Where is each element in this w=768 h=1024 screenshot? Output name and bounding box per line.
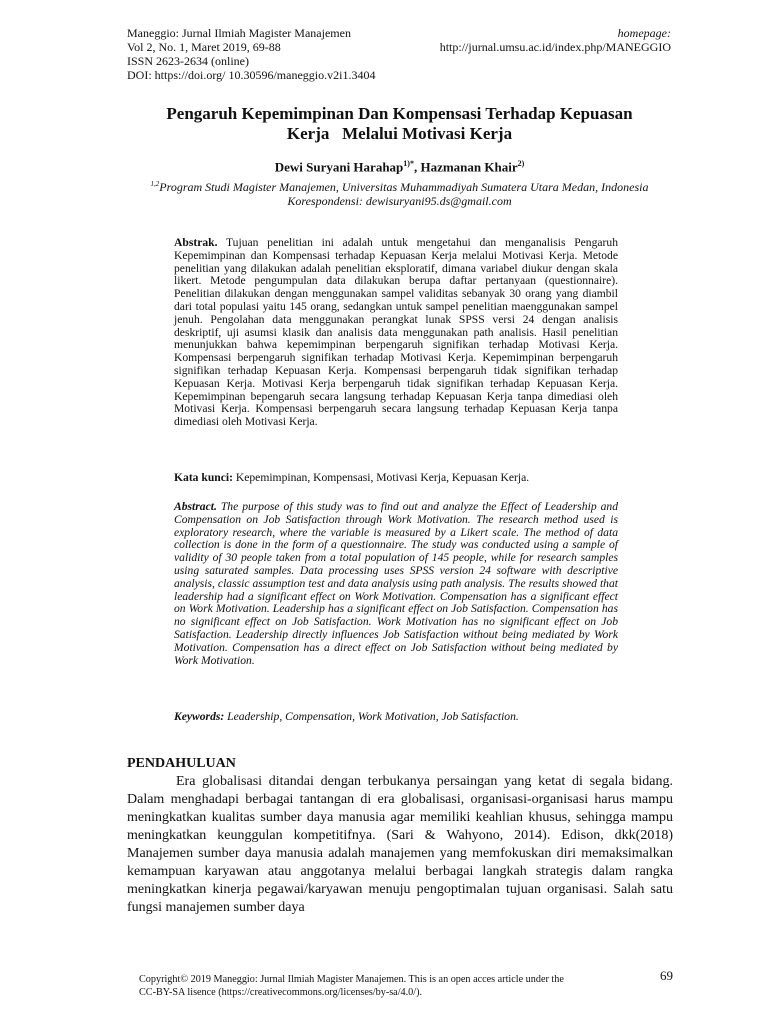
kw-id-text: Kepemimpinan, Kompensasi, Motivasi Kerja, Kepuasan Kerja. <box>232 471 530 484</box>
copyright-line-1: Copyright© 2019 Maneggio: Jurnal Ilmiah Magister Manajemen. This is an open acces article under the <box>139 974 564 985</box>
affiliation-block <box>127 177 672 208</box>
kw-en-text: Leadership, Compensation, Work Motivation, Job Satisfaction. <box>224 710 519 723</box>
keywords-english <box>174 711 618 724</box>
abstract-en-label: Abstract. <box>174 500 217 513</box>
abstract-indonesian <box>174 237 618 429</box>
abstract-english <box>174 501 618 667</box>
kw-id-label: Kata kunci: <box>174 471 233 484</box>
author-2: Hazmanan Khair <box>420 159 518 175</box>
paper-title <box>127 104 672 144</box>
author-1: Dewi Suryani Harahap <box>274 159 404 175</box>
volume-info: Vol 2, No. 1, Maret 2019, 69-88 <box>127 40 281 54</box>
author-1-sup: 1)* <box>403 159 414 168</box>
abstract-id-label: Abstrak. <box>174 236 218 249</box>
abstract-en-text: The purpose of this study was to find out and analyze the Effect of Leadership and Compensation on Job Satisfaction through Work Motivation. The research method used is exploratory research, where the variable is measured by a Likert scale. The method of data collection is done in the form of a questionnaire. The study was conducted using a sample of validity of 30 people taken from a total population of 145 people, while for research samples using saturated samples. Data processing uses SPSS version 24 software with descriptive analysis, classic assumption test and data analysis using path analysis. The results showed that leadership had a significant effect on Work Motivation. Compensation has a significant effect on Work Motivation. Leadership has a significant effect on Job Satisfaction. Compensation has no significant effect on Job Satisfaction. Work Motivation has no significant effect on Job Satisfaction. Leadership directly influences Job Satisfaction without being mediated by Work Motivation. Compensation has a direct effect on Job Satisfaction without being mediated by Work Motivation. <box>174 500 618 667</box>
homepage-block <box>440 26 671 54</box>
correspondence: Korespondensi: dewisuryani95.ds@gmail.com <box>287 194 512 208</box>
authors: Dewi Suryani Harahap$^{1)*}$, Hazmanan Khair$^{2)}$ <box>274 159 525 175</box>
page-number: 69 <box>660 968 673 983</box>
journal-header <box>127 26 375 82</box>
issn: ISSN 2623-2634 (online) <box>127 54 249 68</box>
homepage-url[interactable]: http://jurnal.umsu.ac.id/index.php/MANEGGIO <box>439 40 671 54</box>
kw-en-label: Keywords: <box>174 710 225 723</box>
copyright-line-2: CC-BY-SA lisence (https://creativecommons.org/licenses/by-sa/4.0/). <box>139 987 423 998</box>
keywords-indonesian <box>174 472 618 485</box>
homepage-label: homepage: <box>617 26 671 40</box>
affiliation: Program Studi Magister Manajemen, Universitas Muhammadiyah Sumatera Utara Medan, Indonesia <box>159 180 649 194</box>
journal-name: Maneggio: Jurnal Ilmiah Magister Manajemen <box>127 26 351 40</box>
title-line-2: Kerja Melalui Motivasi Kerja <box>286 124 513 143</box>
author-2-sup: 2) <box>517 159 525 168</box>
copyright-footer <box>139 973 629 999</box>
affiliation-sup: 1,2 <box>150 180 160 188</box>
doi: DOI: https://doi.org/ 10.30596/maneggio.v2i1.3404 <box>127 68 376 82</box>
intro-paragraph: Era globalisasi ditandai dengan terbukanya persaingan yang ketat di segala bidang. Dalam menghadapi berbagai tantangan di era globalisasi, organisasi-organisasi harus mampu meningkatkan kualitas sumber daya manusia agar memiliki keahlian khusus, sehingga mampu meningkatkan keunggulan kompetitifnya. (Sari & Wahyono, 2014). Edison, dkk(2018) Manajemen sumber daya manusia adalah manajemen yang memfokuskan diri memaksimalkan kemampuan karyawan atau anggotanya melalui berbagai langkah strategis dalam rangka meningkatkan kinerja pegawai/karyawan menuju pengoptimalan tujuan organisasi. Salah satu fungsi manajemen sumber daya <box>127 774 673 915</box>
section-heading: PENDAHULUAN <box>127 756 236 771</box>
title-line-1: Pengaruh Kepemimpinan Dan Kompensasi Terhadap Kepuasan <box>166 104 633 123</box>
abstract-id-text: Tujuan penelitian ini adalah untuk mengetahui dan menganalisis Pengaruh Kepemimpinan dan Kompensasi terhadap Kepuasan Kerja melalui Motivasi Kerja. Metode penelitian yang dilakukan adalah penelitian eksploratif, dimana variabel diukur dengan skala likert. Metode pengumpulan data dilakukan berupa daftar pertanyaan (questionnaire). Penelitian dilakukan dengan menggunakan sampel validitas sebanyak 30 orang yang diambil dari total populasi yaitu 145 orang, sedangkan untuk sampel penelitian maenggunakan sampel jenuh. Pengolahan data menggunakan perangkat lunak SPSS versi 24 dengan analisis deskriptif, uji asumsi klasik dan analisis data menggunakan path analisis. Hasil penelitian menunjukkan bahwa kepemimpinan berpengaruh signifikan terhadap Motivasi Kerja. Kompensasi berpengaruh signifikan terhadap Motivasi Kerja. Kepemimpinan berpengaruh signifikan terhadap Kepuasan Kerja. Kompensasi berpengaruh tidak signifikan terhadap Kepuasan Kerja. Motivasi Kerja berpengaruh tidak signifikan terhadap Kepuasan Kerja. Kepemimpinan bepengaruh secara langsung terhadap Kepuasan Kerja tanpa dimediasi oleh Motivasi Kerja. Kompensasi berpengaruh secara langsung terhadap Kepuasan Kerja tanpa dimediasi oleh Motivasi Kerja. <box>174 236 618 429</box>
